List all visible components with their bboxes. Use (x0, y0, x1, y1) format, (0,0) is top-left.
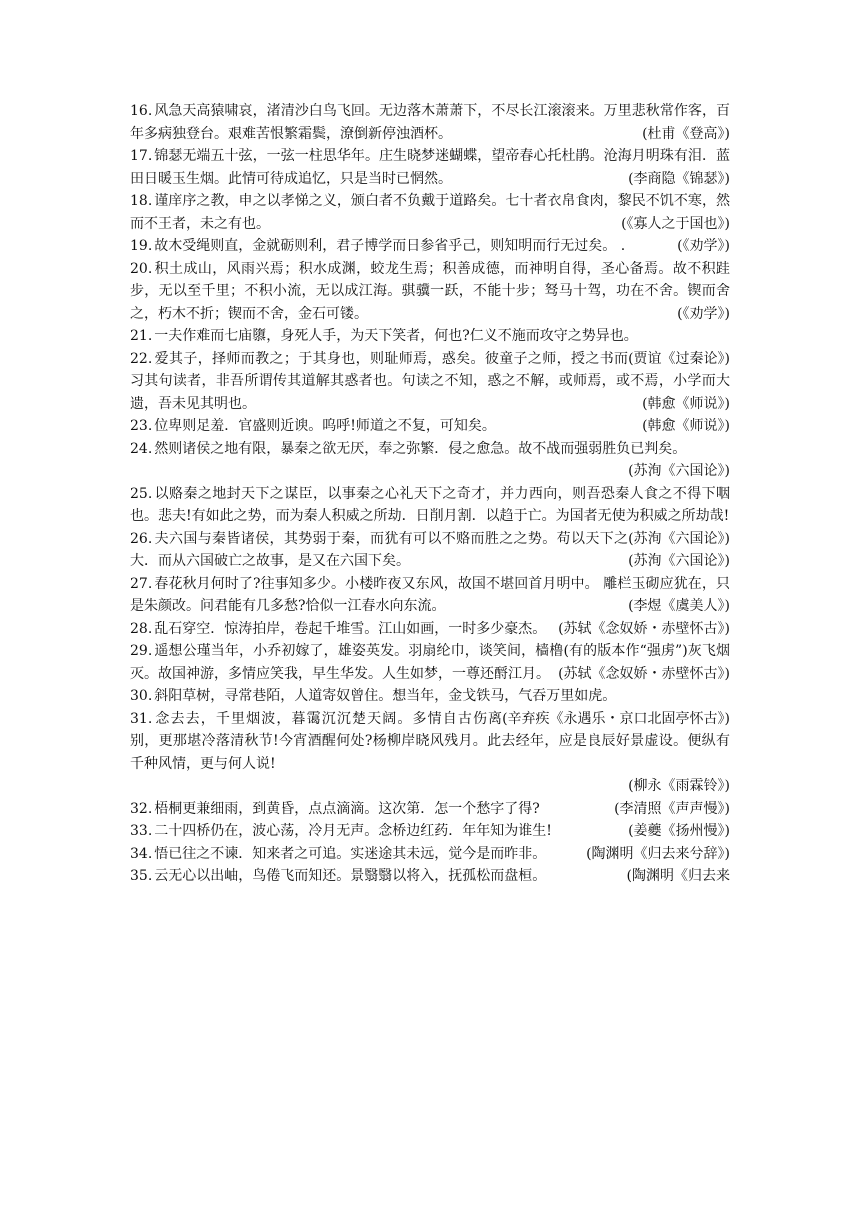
item-text: 故木受绳则直，金就砺则利，君子博学而日参省乎己，则知明而行无过矣。 . (154, 238, 626, 254)
list-item (130, 145, 730, 190)
item-source: (《寡人之于国也》) (621, 215, 730, 232)
item-number: 27. (130, 575, 153, 592)
item-text: 谨庠序之教，申之以孝悌之义，颁白者不负戴于道路矣。七十者衣帛食肉，黎民不饥不寒，然而不王者，未之有也。 (130, 193, 730, 232)
item-number: 20. (130, 260, 153, 277)
item-number: 18. (130, 193, 153, 209)
list-item (130, 415, 730, 438)
item-source: (苏洵《六国论》) (628, 553, 730, 569)
item-source: (陶渊明《归去来兮辞》) (586, 845, 730, 862)
item-source: (苏轼《念奴娇・赤壁怀古》) (558, 665, 730, 682)
item-text: 然则诸侯之地有限，暴秦之欲无厌，奉之弥繁．侵之愈急。故不战而强弱胜负已判矣。 (154, 440, 687, 457)
list-item (130, 438, 730, 483)
item-number: 28. (130, 620, 153, 637)
item-text: 位卑则足羞．官盛则近谀。呜呼!师道之不复，可知矣。 (154, 418, 496, 434)
item-number: 30. (130, 688, 153, 704)
item-source: (杜甫《登高》) (642, 125, 730, 142)
item-number: 33. (130, 823, 153, 839)
item-number: 23. (130, 418, 153, 434)
item-text: 春花秋月何时了?往事知多少。小楼昨夜又东风，故国不堪回首月明中。 雕栏玉砌应犹在，只是朱颜改。问君能有几多愁?恰似一江春水向东流。 (130, 575, 730, 614)
item-text: 乱石穿空．惊涛拍岸，卷起千堆雪。江山如画，一时多少豪杰。 (154, 620, 547, 637)
item-source: (苏洵《六国论》) (628, 463, 730, 479)
item-number: 21. (130, 328, 153, 344)
item-text: 梧桐更兼细雨，到黄昏，点点滴滴。这次第．怎一个愁字了得? (154, 800, 540, 817)
item-source: (贾谊《过秦论》) (628, 350, 730, 367)
item-text: 夫六国与秦皆诸侯，其势弱于秦，而犹有可以不赂而胜之之势。苟以天下之大．而从六国破亡之故事，是又在六国下矣。 (130, 530, 629, 569)
item-source: (辛弃疾《永遇乐・京口北固亭怀古》) (502, 710, 730, 727)
list-item (130, 190, 730, 235)
item-source: (《劝学》) (677, 238, 730, 254)
item-source: (《劝学》) (677, 305, 730, 322)
item-source: (韩愈《师说》) (642, 395, 730, 412)
item-number: 25. (130, 485, 153, 502)
list-item (130, 820, 730, 843)
list-item (130, 618, 730, 641)
item-number: 26. (130, 530, 153, 547)
item-text: 斜阳草树，寻常巷陌，人道寄奴曾住。想当年，金戈铁马，气吞万里如虎。 (154, 688, 617, 704)
item-source: (李商隐《锦瑟》) (628, 170, 730, 187)
item-text: 二十四桥仍在，波心荡，冷月无声。念桥边红药．年年知为谁生! (154, 823, 552, 839)
item-source: (韩愈《师说》) (642, 418, 730, 434)
item-number: 32. (130, 800, 153, 817)
item-number: 29. (130, 643, 153, 659)
item-text: 以赂秦之地封天下之谋臣，以事秦之心礼天下之奇才，并力西向，则吾恐秦人食之不得下咽也。悲夫!有如此之势，而为秦人积威之所劫．日削月割．以趋于亡。为国者无使为积威之所劫哉! (130, 485, 730, 524)
item-number: 24. (130, 440, 153, 457)
list-item (130, 865, 730, 888)
list-item (130, 100, 730, 145)
list-item (130, 640, 730, 685)
list-item (130, 843, 730, 866)
item-text: 风急天高猿啸哀，渚清沙白鸟飞回。无边落木萧萧下，不尽长江滚滚来。万里悲秋常作客，百年多病独登台。艰难苦恨繁霜鬓，潦倒新停浊酒杯。 (130, 103, 730, 142)
item-source: (陶渊明《归去来 (626, 868, 730, 884)
item-text: 一夫作难而七庙隳，身死人手，为天下笑者，何也?仁义不施而攻守之势异也。 (154, 328, 638, 344)
list-item (130, 235, 730, 258)
item-text: 锦瑟无端五十弦，一弦一柱思华年。庄生晓梦迷蝴蝶，望帝春心托杜鹃。沧海月明珠有泪．蓝田日暖玉生烟。此情可待成追忆，只是当时已惘然。 (130, 148, 730, 187)
item-source: (苏轼《念奴娇・赤壁怀古》) (558, 620, 730, 637)
item-text: 遥想公瑾当年，小乔初嫁了，雄姿英发。羽扇纶巾，谈笑间，樯橹(有的版本作“强虏”)灰飞烟灭。故国神游，多情应笑我，早生华发。人生如梦，一尊还酹江月。 (130, 643, 730, 682)
list-item (130, 798, 730, 821)
item-text: 积土成山，风雨兴焉；积水成渊，蛟龙生焉；积善成德，而神明自得，圣心备焉。故不积跬步，无以至千里；不积小流，无以成江海。骐骥一跃，不能十步；驽马十驾，功在不舍。锲而舍之，朽木不折；锲而不舍，金石可镂。 (130, 260, 730, 322)
item-number: 31. (130, 710, 153, 727)
list-item (130, 573, 730, 618)
item-source: (李清照《声声慢》) (614, 800, 730, 817)
document-page (130, 100, 730, 888)
item-text: 念去去，千里烟波，暮霭沉沉楚天阔。多情自古伤离别，更那堪冷落清秋节!今宵酒醒何处?杨柳岸晓风残月。此去经年，应是良辰好景虚设。便纵有千种风情，更与何人说! (130, 710, 730, 772)
item-number: 17. (130, 148, 153, 164)
list-item (130, 258, 730, 326)
item-number: 22. (130, 350, 153, 367)
item-text: 云无心以出岫，鸟倦飞而知还。景翳翳以将入，抚孤松而盘桓。 (154, 868, 547, 884)
item-number: 34. (130, 845, 153, 862)
item-source: (柳永《雨霖铃》) (628, 778, 730, 794)
item-source: (李煜《虞美人》) (628, 598, 730, 614)
item-text: 爱其子，择师而教之；于其身也，则耻师焉，惑矣。彼童子之师，授之书而习其句读者，非吾所谓传其道解其惑者也。句读之不知，惑之不解，或师焉，或不焉，小学而大遗，吾未见其明也。 (130, 350, 730, 412)
item-source: (苏洵《六国论》) (628, 530, 730, 547)
item-number: 35. (130, 868, 153, 884)
item-number: 16. (130, 103, 153, 119)
item-source: (姜夔《扬州慢》) (628, 823, 730, 839)
item-number: 19. (130, 238, 153, 254)
item-text: 悟已往之不谏．知来者之可追。实迷途其未远，觉今是而昨非。 (154, 845, 547, 862)
